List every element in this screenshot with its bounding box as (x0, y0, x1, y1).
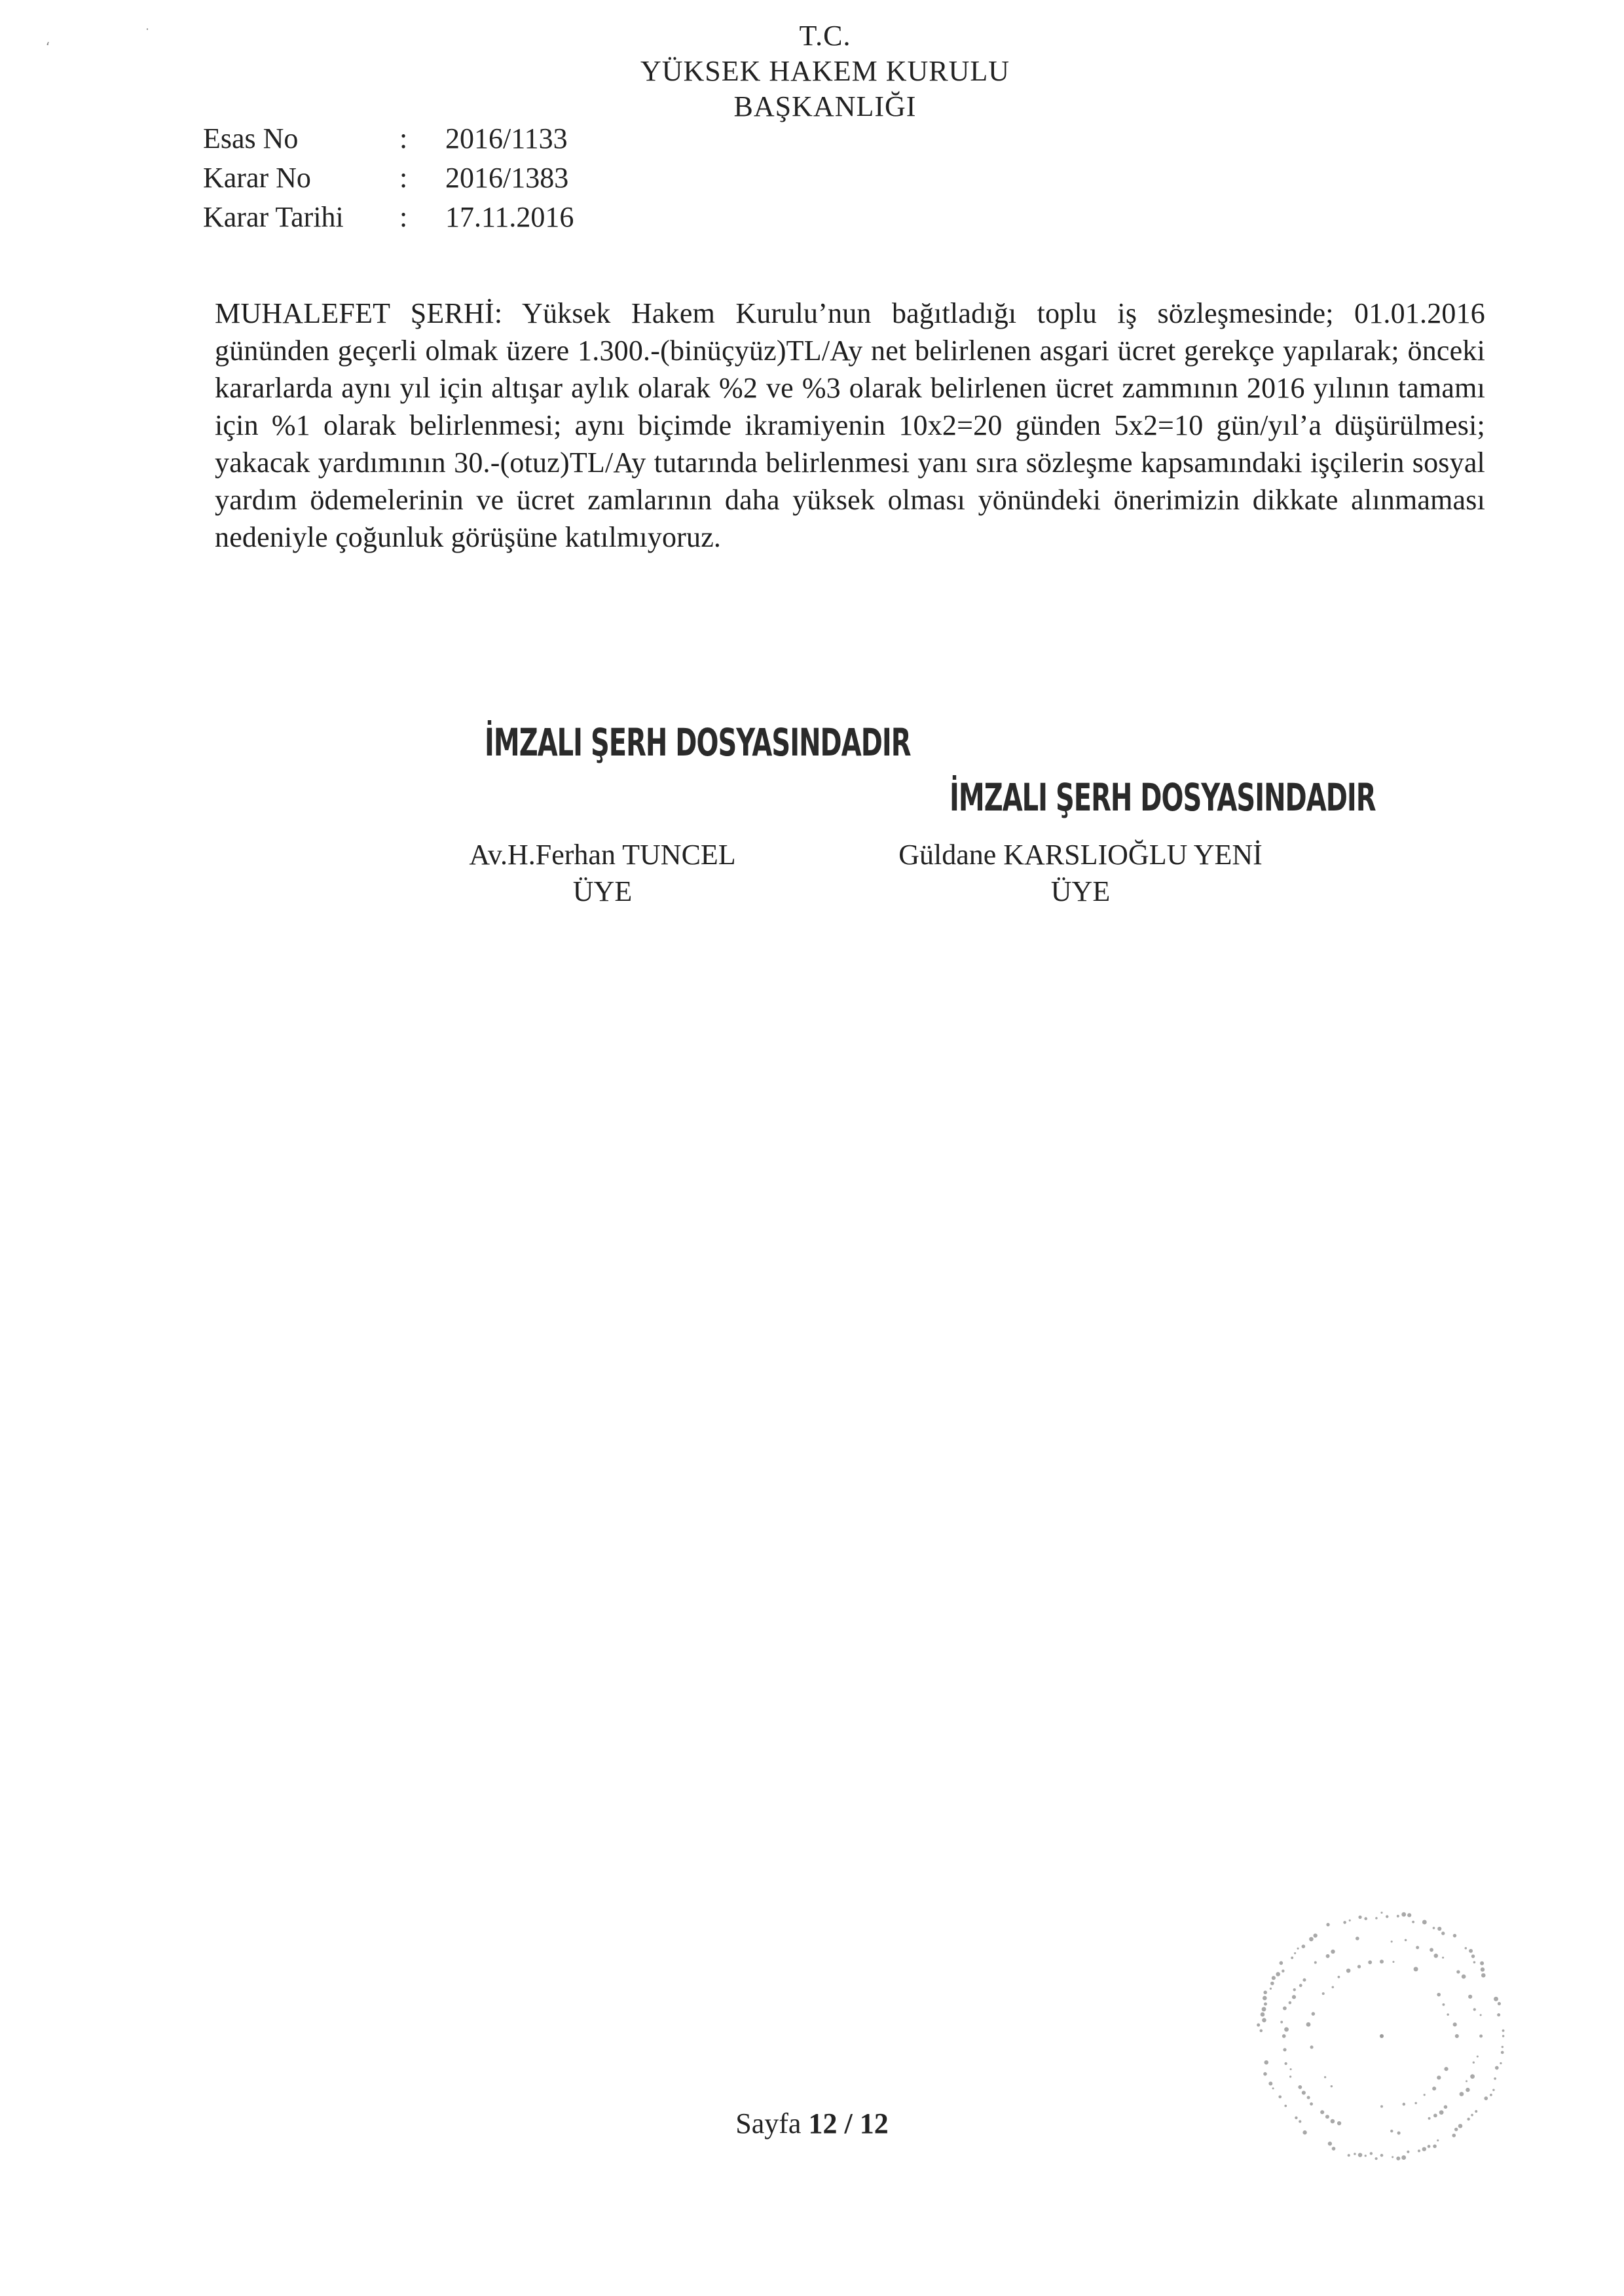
seal-dot (1325, 2115, 1329, 2119)
seal-dot (1479, 2035, 1483, 2038)
seal-dot (1502, 2035, 1504, 2037)
seal-dot (1302, 2130, 1306, 2134)
meta-colon: : (399, 122, 408, 155)
seal-dot (1416, 1946, 1419, 1949)
seal-dot (1309, 1937, 1314, 1942)
seal-dot (1357, 1965, 1361, 1968)
seal-dot (1306, 2022, 1311, 2027)
seal-dot (1430, 1948, 1433, 1952)
seal-dot (1289, 2001, 1292, 2005)
seal-dot (1471, 1954, 1475, 1958)
seal-dot (1501, 2051, 1504, 2054)
seal-dot (1328, 2141, 1332, 2145)
seal-dot (1462, 1975, 1466, 1979)
seal-dot (1439, 2110, 1444, 2115)
seal-dot (1471, 2114, 1473, 2117)
seal-dot (1270, 1988, 1272, 1990)
seal-dot (1481, 1973, 1486, 1978)
meta-row-tarih (203, 198, 574, 237)
seal-dot (1397, 1915, 1399, 1918)
seal-dot (1292, 1995, 1296, 1999)
seal-dot (1289, 2075, 1291, 2077)
seal-dot (1295, 2117, 1297, 2119)
seal-dot (1480, 2014, 1482, 2016)
seal-dot (1299, 1984, 1302, 1987)
header-institution: YÜKSEK HAKEM KURULU (640, 55, 1010, 87)
seal-dot (1310, 2045, 1314, 2049)
meta-value: 2016/1383 (445, 162, 569, 194)
seal-dot (1338, 1976, 1340, 1978)
seal-dot (1442, 2003, 1445, 2006)
seal-dot (1307, 2096, 1310, 2099)
seal-dot (1424, 2094, 1426, 2096)
seal-dot (1293, 1988, 1296, 1991)
seal-dot (1332, 2147, 1336, 2151)
seal-dot (1263, 1996, 1267, 2001)
seal-dot (1324, 2076, 1326, 2078)
seal-dot (1284, 2105, 1287, 2107)
seal-dot (1268, 2082, 1272, 2086)
seal-dot (1456, 1970, 1460, 1973)
seal-dot (1390, 2130, 1393, 2132)
seal-dot (1302, 1944, 1306, 1948)
seal-dot (1414, 1967, 1418, 1971)
seal-dot (1403, 2103, 1406, 2106)
meta-label: Karar Tarihi (203, 201, 344, 233)
seal-dot (1312, 2012, 1316, 2016)
seal-dot (1466, 2088, 1469, 2092)
seal-dot (1365, 2155, 1367, 2157)
meta-label: Karar No (203, 162, 311, 194)
seal-dot (1442, 1957, 1444, 1959)
seal-dot (1473, 2008, 1476, 2011)
seal-dot (1314, 1961, 1317, 1964)
signatory-title: ÜYE (1050, 875, 1111, 907)
seal-dot (1407, 1913, 1411, 1917)
seal-dot (1322, 1992, 1325, 1995)
seal-dot (1498, 2002, 1501, 2005)
seal-dot (1494, 2077, 1496, 2080)
seal-dot (1494, 1997, 1498, 2001)
seal-dot (1437, 2075, 1441, 2079)
scan-artifact: ‘ (46, 39, 50, 55)
meta-row-esas (203, 119, 574, 158)
seal-dot (1391, 1941, 1393, 1942)
seal-dot (1261, 2013, 1265, 2017)
seal-dot (1437, 1927, 1441, 1931)
seal-dot (1284, 2027, 1289, 2032)
seal-dot (1257, 2023, 1260, 2026)
seal-dot (1433, 2114, 1437, 2118)
seal-dot (1428, 2117, 1431, 2120)
meta-value: 2016/1133 (445, 122, 568, 155)
page-footer (681, 2107, 943, 2140)
seal-dot (1407, 2151, 1409, 2153)
seal-dot (1437, 1993, 1441, 1997)
seal-dot (1262, 2007, 1266, 2011)
seal-dot (1492, 2089, 1494, 2091)
seal-dot (1291, 1957, 1293, 1959)
seal-dot (1349, 1920, 1351, 1922)
seal-dot (1331, 1950, 1335, 1954)
signatory-title: ÜYE (572, 875, 633, 907)
seal-dot (1401, 1912, 1406, 1917)
seal-dot (1465, 1947, 1467, 1949)
meta-label: Esas No (203, 122, 299, 155)
seal-dot (1392, 1961, 1394, 1963)
signature-block-right (851, 837, 1310, 910)
seal-dot (1428, 2145, 1431, 2148)
seal-dot (1264, 2003, 1267, 2006)
seal-dot (1455, 2034, 1459, 2038)
page-number: 12 / 12 (808, 2107, 889, 2140)
seal-dot (1422, 2147, 1426, 2151)
case-meta (203, 119, 574, 237)
seal-dot (1481, 1967, 1485, 1971)
seal-dot (1495, 2066, 1499, 2070)
seal-dot (1386, 1915, 1388, 1918)
seal-dot (1356, 1937, 1359, 1941)
seal-dot (1475, 2110, 1477, 2113)
seal-dot (1444, 2067, 1448, 2071)
seal-dot (1260, 2029, 1263, 2032)
seal-dot (1332, 1986, 1334, 1988)
seal-dot (1364, 1917, 1367, 1920)
seal-dot (1453, 2022, 1457, 2026)
seal-dot (1337, 2121, 1341, 2125)
seal-dot (1452, 2134, 1456, 2138)
seal-dot (1437, 2140, 1439, 2141)
seal-dot (1380, 1959, 1384, 1963)
seal-dot (1434, 1954, 1439, 1958)
seal-dot (1432, 2086, 1436, 2090)
seal-dot (1396, 2157, 1400, 2160)
seal-dot (1380, 1912, 1382, 1914)
meta-value: 17.11.2016 (445, 201, 574, 233)
seal-dot (1433, 2145, 1437, 2149)
signature-stamp-right: İMZALI ŞERH DOSYASINDADIR (950, 776, 1376, 820)
seal-dot (1294, 1952, 1296, 1954)
seal-dot (1297, 1948, 1299, 1950)
seal-dot (1331, 2119, 1335, 2124)
seal-dot (1441, 1931, 1445, 1935)
seal-dot (1469, 1949, 1473, 1953)
seal-dot (1466, 2080, 1467, 2082)
seal-dot (1397, 2131, 1401, 2134)
seal-dot (1484, 2096, 1488, 2100)
seal-dot (1418, 2149, 1420, 2152)
seal-dot (1263, 2072, 1267, 2076)
seal-dot (1497, 2013, 1500, 2016)
seal-dot (1290, 2068, 1292, 2070)
seal-dot (1444, 2105, 1448, 2109)
seal-dot (1490, 2094, 1492, 2096)
dissent-paragraph: MUHALEFET ŞERHİ: Yüksek Hakem Kurulu’nun bağıtladığı toplu iş sözleşmesinde; 01.01.2016 gününden geçerli olmak üzere 1.300.-(binüçyüz)TL/Ay net belirlenen asgari ücret gerekçe yapılarak; önceki kararlarda aynı yıl için altışar aylık olarak %2 ve %3 olarak belirlenen ücret zammının 2016 yılının tamamı için %1 olarak belirlenmesi; aynı biçimde ikramiyenin 10x2=20 günden 5x2=10 gün/yıl’a düşürülmesi; yakacak yardımının 30.-(otuz)TL/Ay tutarında belirlenmesi yanı sıra sözleşme kapsamındaki işçilerin sosyal yardım ödemelerinin ve ücret zamlarının daha yüksek olması yönündeki önerimizin dikkate alınmaması nedeniyle çoğunluk görüşüne katılmıyoruz. (215, 297, 1485, 553)
scan-artifact: ˙ (144, 26, 151, 42)
seal-dot (1375, 2157, 1378, 2160)
meta-row-karar (203, 158, 574, 198)
seal-dot (1302, 1978, 1306, 1982)
seal-dot (1477, 2056, 1479, 2058)
seal-dot (1370, 2152, 1373, 2155)
seal-dot (1414, 2102, 1416, 2104)
seal-dot (1326, 1954, 1330, 1958)
meta-colon: : (399, 162, 408, 194)
seal-dot (1358, 1916, 1361, 1919)
signature-block-left (432, 837, 773, 910)
seal-dot (1346, 1969, 1350, 1973)
official-seal-icon (1244, 1899, 1519, 2174)
seal-dot (1380, 2105, 1383, 2108)
seal-dot (1468, 1995, 1472, 1999)
seal-dot (1368, 1960, 1372, 1964)
seal-dot (1447, 2013, 1449, 2015)
seal-dot (1460, 2092, 1464, 2096)
seal-dot (1473, 2062, 1475, 2064)
seal-dot (1470, 2074, 1475, 2079)
seal-dot (1283, 2007, 1287, 2011)
seal-dot (1272, 2087, 1274, 2089)
signature-stamp-left: İMZALI ŞERH DOSYASINDADIR (485, 721, 911, 765)
seal-dot (1264, 2060, 1268, 2065)
meta-colon: : (399, 201, 408, 233)
seal-dot (1331, 2085, 1333, 2087)
seal-dot (1280, 1961, 1283, 1965)
seal-dot (1283, 2048, 1286, 2051)
seal-dot (1282, 2034, 1286, 2038)
seal-dot (1422, 1920, 1427, 1925)
seal-dot (1320, 2110, 1324, 2114)
header-office: BAŞKANLIĞI (733, 90, 917, 122)
seal-dot (1502, 2030, 1505, 2032)
seal-dot (1454, 2128, 1458, 2131)
seal-dot (1380, 2154, 1384, 2157)
seal-dot (1412, 1921, 1414, 1923)
seal-dot (1280, 2021, 1283, 2024)
seal-dot (1405, 1939, 1407, 1941)
signatory-name: Av.H.Ferhan TUNCEL (469, 839, 736, 871)
seal-dot (1278, 2095, 1282, 2098)
seal-dot (1500, 2062, 1502, 2064)
seal-dot (1467, 2118, 1469, 2121)
seal-dot (1401, 2155, 1406, 2160)
seal-dot (1313, 1933, 1317, 1937)
seal-dot (1299, 2120, 1301, 2123)
seal-dot (1262, 2018, 1266, 2022)
seal-dot (1298, 2085, 1302, 2089)
seal-dot (1270, 1982, 1274, 1986)
seal-dot (1480, 1961, 1484, 1965)
seal-dot (1502, 2046, 1504, 2048)
seal-dot (1348, 2154, 1350, 2157)
seal-dot (1285, 2062, 1287, 2065)
seal-dot (1433, 1927, 1435, 1929)
seal-dot (1343, 1921, 1346, 1924)
seal-dot (1276, 1972, 1280, 1977)
seal-dot (1375, 1917, 1378, 1920)
seal-dot (1453, 1934, 1456, 1937)
seal-dot (1302, 2090, 1306, 2094)
page-label: Sayfa (735, 2107, 802, 2140)
seal-dot (1358, 2153, 1362, 2157)
seal-dot (1326, 1923, 1329, 1926)
document-header (576, 18, 1074, 124)
seal-dot (1263, 1991, 1267, 1995)
header-country: T.C. (799, 20, 851, 52)
seal-dot (1272, 1976, 1276, 1980)
seal-dot (1354, 2153, 1356, 2155)
seal-dot (1473, 1961, 1476, 1963)
seal-dot (1310, 2102, 1313, 2105)
seal-dot (1392, 2156, 1393, 2158)
seal-dot (1282, 1969, 1284, 1972)
seal-dot (1458, 2124, 1463, 2128)
signatory-name: Güldane KARSLIOĞLU YENİ (898, 839, 1263, 871)
